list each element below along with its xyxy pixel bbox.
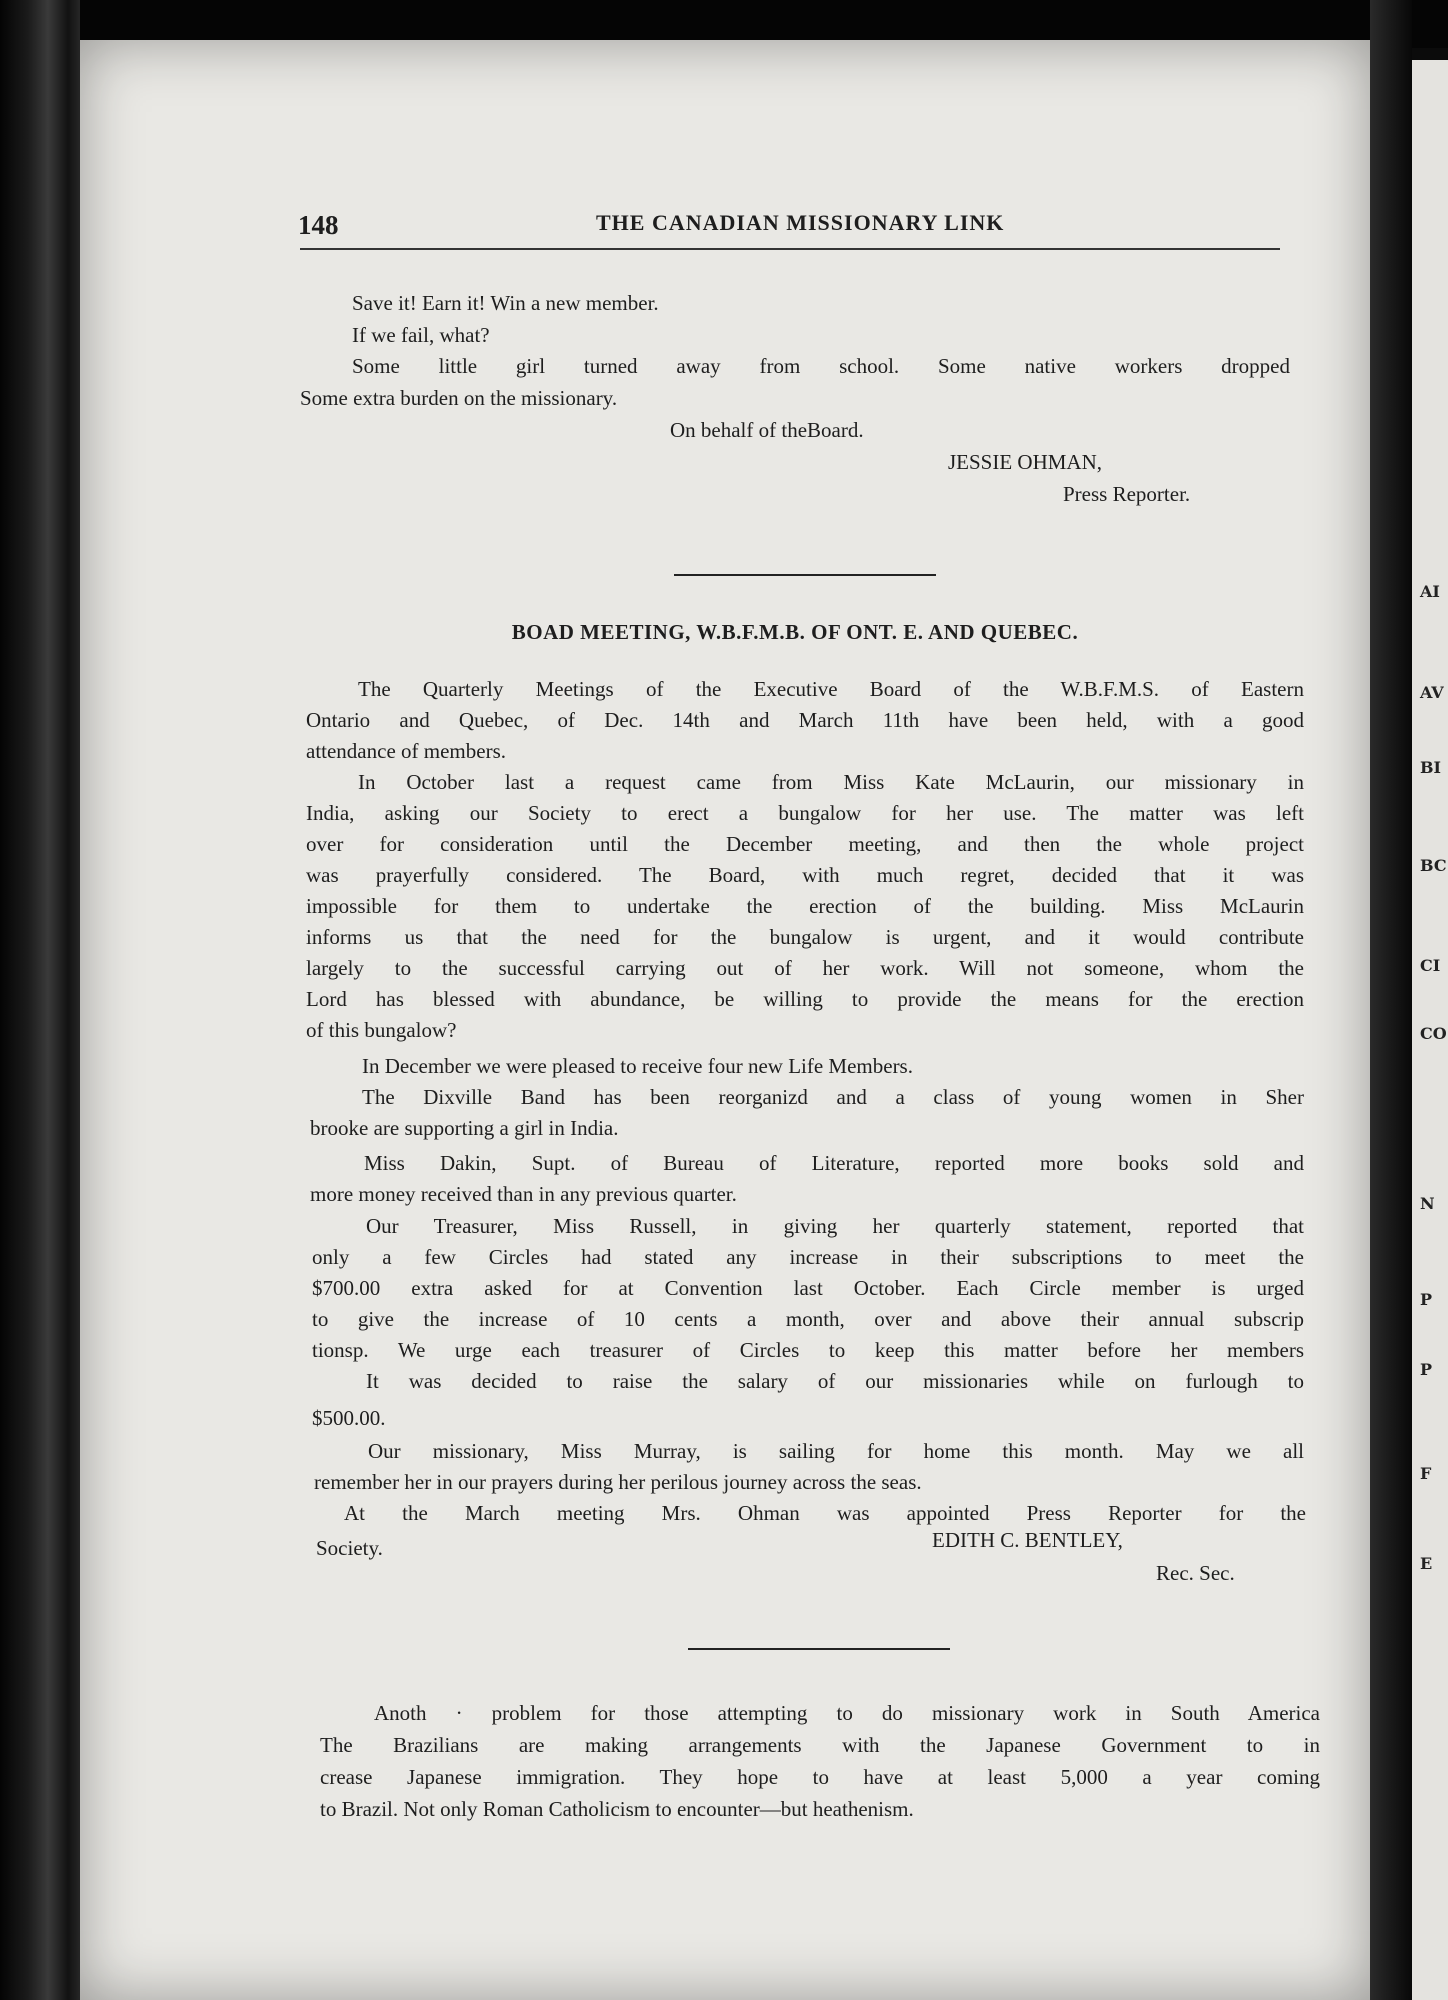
section-divider <box>688 1648 950 1650</box>
appeal-line: Some little girl turned away from school. Some native workers dropped <box>352 354 1290 378</box>
body-line: Our Treasurer, Miss Russell, in giving her quarterly statement, reported that <box>366 1214 1304 1238</box>
page-number: 148 <box>298 210 339 240</box>
adjacent-page-letter: N <box>1420 1194 1435 1213</box>
body-line: remember her in our prayers during her perilous journey across the seas. <box>314 1470 922 1494</box>
body-line: $500.00. <box>312 1406 386 1430</box>
appeal-line: Save it! Earn it! Win a new member. <box>352 291 659 315</box>
body-line: only a few Circles had stated any increase in their subscriptions to meet the <box>312 1245 1304 1269</box>
body-line: It was decided to raise the salary of our missionaries while on furlough to <box>366 1369 1304 1393</box>
body-line: Our missionary, Miss Murray, is sailing for home this month. May we all <box>368 1439 1304 1463</box>
adjacent-page-letter: P <box>1420 1360 1433 1379</box>
running-title: THE CANADIAN MISSIONARY LINK <box>596 210 1005 235</box>
adjacent-page-letter: AI <box>1420 582 1440 601</box>
body-line: Miss Dakin, Supt. of Bureau of Literature, reported more books sold and <box>364 1151 1304 1175</box>
header-rule <box>300 248 1280 250</box>
body-line: Ontario and Quebec, of Dec. 14th and March 11th have been held, with a good <box>306 708 1304 732</box>
appeal-closing: On behalf of theBoard. <box>670 418 864 442</box>
note-line: The Brazilians are making arrangements with the Japanese Government to in <box>320 1733 1320 1757</box>
adjacent-page-letter: P <box>1420 1290 1433 1309</box>
note-line: to Brazil. Not only Roman Catholicism to encounter—but heathenism. <box>320 1797 914 1821</box>
adjacent-page-letter: AV <box>1420 683 1444 702</box>
signature-title: Rec. Sec. <box>1156 1561 1235 1585</box>
section-heading: BOAD MEETING, W.B.F.M.B. OF ONT. E. AND QUEBEC. <box>511 620 1079 644</box>
signature-name: EDITH C. BENTLEY, <box>932 1528 1123 1552</box>
page-gutter <box>1370 0 1412 2000</box>
body-line: brooke are supporting a girl in India. <box>310 1116 619 1140</box>
note-line: Anoth · problem for those attempting to do missionary work in South America <box>374 1701 1320 1725</box>
body-line: tionsp. We urge each treasurer of Circles to keep this matter before her members <box>312 1338 1304 1362</box>
note-line: crease Japanese immigration. They hope to have at least 5,000 a year coming <box>320 1765 1320 1789</box>
adjacent-page-letter: E <box>1420 1554 1433 1573</box>
body-line: At the March meeting Mrs. Ohman was appointed Press Reporter for the <box>344 1501 1306 1525</box>
adjacent-page-letter: F <box>1420 1464 1432 1483</box>
body-line: largely to the successful carrying out of her work. Will not someone, whom the <box>306 956 1304 980</box>
body-line: Lord has blessed with abundance, be willing to provide the means for the erection <box>306 987 1304 1011</box>
body-line: to give the increase of 10 cents a month, over and above their annual subscrip <box>312 1307 1304 1331</box>
body-line: The Dixville Band has been reorganizd and a class of young women in Sher <box>362 1085 1304 1109</box>
body-line: In October last a request came from Miss Kate McLaurin, our missionary in <box>358 770 1304 794</box>
book-spine <box>0 0 80 2000</box>
signature-name: JESSIE OHMAN, <box>948 450 1103 474</box>
body-line: more money received than in any previous quarter. <box>310 1182 737 1206</box>
adjacent-page-letter: BI <box>1420 758 1442 777</box>
body-line: Society. <box>316 1536 383 1560</box>
adjacent-page-letter: CI <box>1420 956 1441 975</box>
adjacent-page-letter: BC <box>1420 856 1447 875</box>
body-line: impossible for them to undertake the erection of the building. Miss McLaurin <box>306 894 1304 918</box>
body-line: India, asking our Society to erect a bungalow for her use. The matter was left <box>306 801 1304 825</box>
section-divider <box>674 574 936 576</box>
body-line: informs us that the need for the bungalow is urgent, and it would contribute <box>306 925 1304 949</box>
body-line: was prayerfully considered. The Board, with much regret, decided that it was <box>306 863 1304 887</box>
appeal-line: If we fail, what? <box>352 323 490 347</box>
body-line: attendance of members. <box>306 739 506 763</box>
appeal-line: Some extra burden on the missionary. <box>300 386 618 410</box>
body-line: of this bungalow? <box>306 1018 457 1042</box>
adjacent-page-letter: CO <box>1420 1024 1447 1043</box>
body-line: In December we were pleased to receive four new Life Members. <box>362 1054 913 1078</box>
signature-title: Press Reporter. <box>1063 482 1191 506</box>
body-line: over for consideration until the December meeting, and then the whole project <box>306 832 1304 856</box>
body-line: The Quarterly Meetings of the Executive Board of the W.B.F.M.S. of Eastern <box>358 677 1304 701</box>
body-line: $700.00 extra asked for at Convention last October. Each Circle member is urged <box>312 1276 1304 1300</box>
